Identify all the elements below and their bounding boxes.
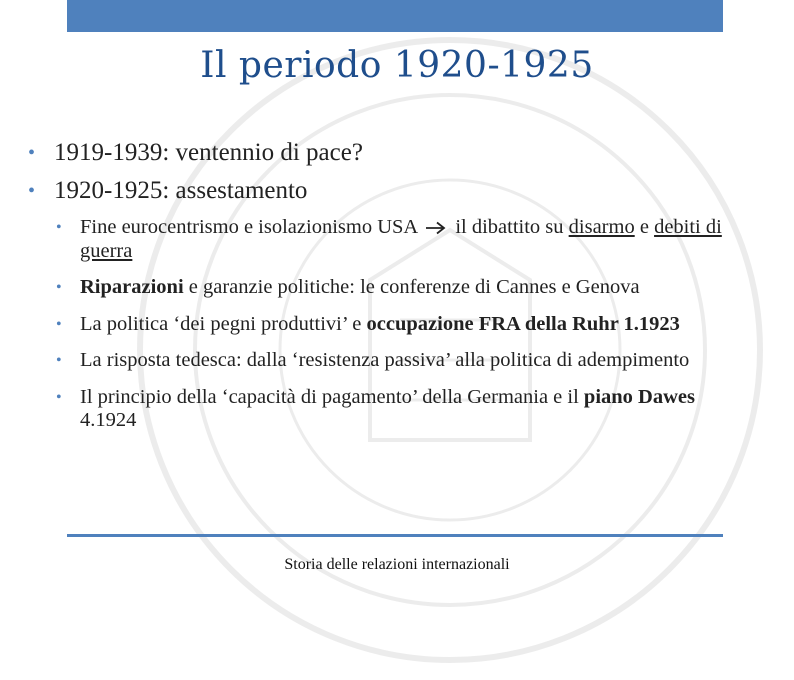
bullet-dot-icon: • bbox=[28, 180, 36, 202]
bold-term: occupazione FRA della Ruhr 1.1923 bbox=[366, 312, 680, 335]
sub-bullet-item bbox=[56, 386, 726, 433]
bold-term: piano Dawes bbox=[583, 385, 695, 408]
footer-divider bbox=[67, 534, 723, 537]
bullet-dot-icon: • bbox=[56, 315, 62, 333]
footer-text: Storia delle relazioni internazionali bbox=[284, 556, 510, 573]
bullet-dot-icon: • bbox=[56, 388, 62, 406]
sub-bullet-text: Il principio della ‘capacità di pagamento’ della Germania e il bbox=[80, 385, 579, 408]
sub-bullet-text: e garanzie politiche: le conferenze di Cannes e Genova bbox=[188, 276, 640, 298]
underlined-term: debiti di guerra bbox=[80, 216, 722, 262]
sub-bullet-text: La politica ‘dei pegni produttivi’ e bbox=[80, 312, 362, 335]
sub-bullet-item bbox=[56, 349, 726, 373]
sub-bullet-text: La risposta tedesca: dalla ‘resistenza passiva’ alla politica di adempimento bbox=[80, 349, 690, 371]
bullet-text: 1920-1925: assestamento bbox=[54, 177, 308, 204]
sub-bullet-item bbox=[56, 276, 726, 300]
sub-bullet-text: il dibattito su bbox=[455, 216, 564, 238]
sub-bullet-list bbox=[56, 216, 726, 446]
slide-title: Il periodo 1920-1925 bbox=[200, 45, 594, 86]
sub-bullet-text: 4.1924 bbox=[80, 409, 137, 431]
bullet-dot-icon: • bbox=[56, 279, 62, 296]
bullet-dot-icon: • bbox=[56, 219, 62, 236]
sub-bullet-text: Fine eurocentrismo e isolazionismo USA bbox=[80, 216, 418, 238]
sub-bullet-item bbox=[56, 313, 726, 337]
right-arrow-icon bbox=[425, 221, 447, 235]
header-bar bbox=[67, 0, 723, 32]
bold-term: Riparazioni bbox=[80, 276, 184, 298]
sub-bullet-item bbox=[56, 216, 726, 263]
underlined-term: disarmo bbox=[568, 216, 635, 238]
bullet-dot-icon: • bbox=[28, 142, 36, 164]
bullet-text: 1919-1939: ventennio di pace? bbox=[54, 139, 363, 166]
sub-bullet-text: e bbox=[639, 216, 649, 238]
bullet-dot-icon: • bbox=[56, 352, 62, 369]
